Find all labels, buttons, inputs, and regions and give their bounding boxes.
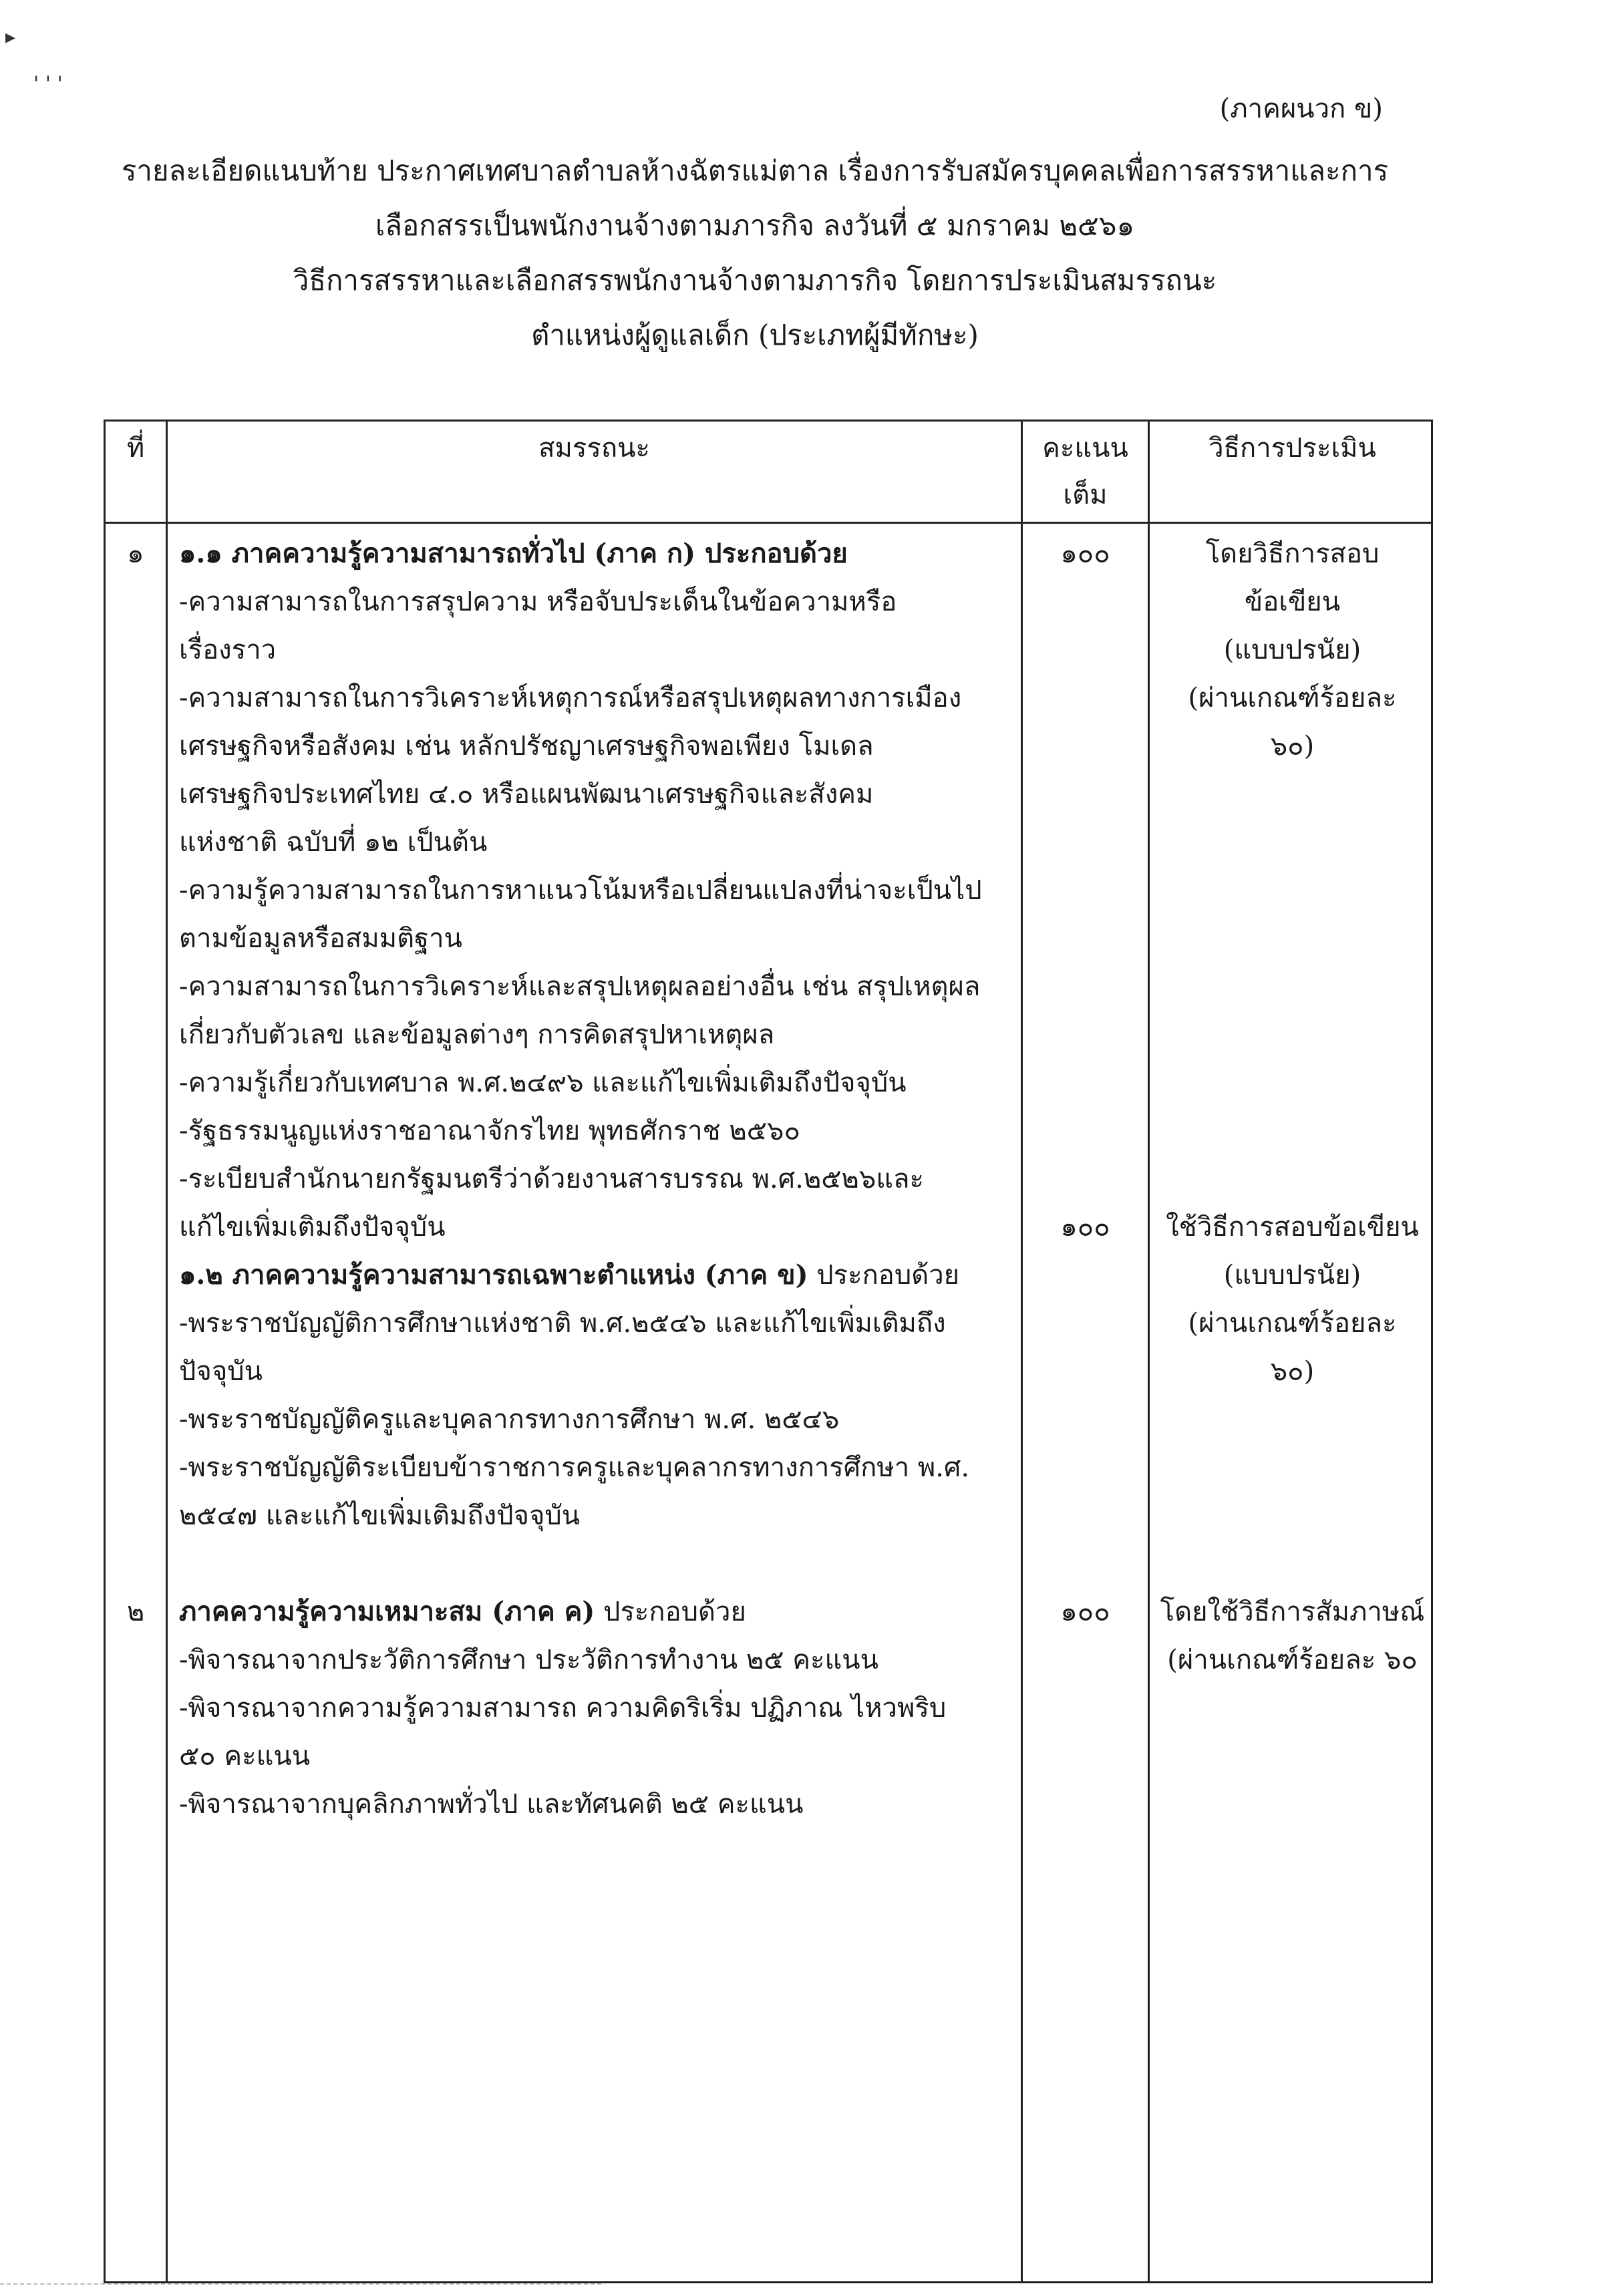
- column-header-competency: สมรรถนะ: [538, 433, 650, 464]
- row-2-competency: [179, 1588, 946, 1828]
- column-divider: [1021, 422, 1023, 2281]
- section-1-1-line: -ระเบียบสำนักนายกรัฐมนตรีว่าด้วยงานสารบรรณ พ.ศ.๒๕๒๖และ: [179, 1164, 925, 1194]
- column-header-score-line1: คะแนน: [1042, 433, 1128, 464]
- method-line: (ผ่านเกณฑ์ร้อยละ: [1188, 1308, 1397, 1339]
- section-1-1-line: ตามข้อมูลหรือสมมติฐาน: [179, 923, 462, 954]
- method-line: ๖๐): [1270, 731, 1315, 762]
- section-1-2-title-rest: ประกอบด้วย: [808, 1260, 960, 1291]
- row-2-method: [1150, 1588, 1435, 1684]
- scan-mark: ▸: [5, 25, 16, 49]
- section-1-2-line: ๒๕๔๗ และแก้ไขเพิ่มเติมถึงปัจจุบัน: [179, 1500, 581, 1531]
- row-1-competency: [179, 530, 982, 1540]
- section-1-2-method: [1150, 1203, 1435, 1396]
- section-1-2-score: ๑๐๐: [1060, 1212, 1110, 1243]
- scan-mark: ' ' ': [33, 72, 63, 96]
- row-2-title-bold: ภาคความรู้ความเหมาะสม (ภาค ค): [179, 1596, 595, 1627]
- section-1-1-line: เศรษฐกิจประเทศไทย ๔.๐ หรือแผนพัฒนาเศรษฐกิจและสังคม: [179, 779, 874, 810]
- section-1-1-line: -รัฐธรรมนูญแห่งราชอาณาจักรไทย พุทธศักราช ๒๕๖๐: [179, 1116, 800, 1146]
- section-1-1-score: ๑๐๐: [1060, 538, 1110, 569]
- header-line-1: รายละเอียดแนบท้าย ประกาศเทศบาลตำบลห้างฉัตรแม่ตาล เรื่องการรับสมัครบุคคลเพื่อการสรรหาและการ: [121, 154, 1389, 187]
- scan-edge-line: [0, 2283, 601, 2285]
- section-1-1-line: -ความสามารถในการวิเคราะห์และสรุปเหตุผลอย่างอื่น เช่น สรุปเหตุผล: [179, 971, 981, 1002]
- section-1-1-line: -ความรู้ความสามารถในการหาแนวโน้มหรือเปลี่ยนแปลงที่น่าจะเป็นไป: [179, 875, 982, 906]
- row-2-line: -พิจารณาจากประวัติการศึกษา ประวัติการทำงาน ๒๕ คะแนน: [179, 1645, 878, 1675]
- row-2-title-rest: ประกอบด้วย: [595, 1597, 746, 1627]
- section-1-2-line: ปัจจุบัน: [179, 1356, 263, 1387]
- row-2-score: ๑๐๐: [1060, 1597, 1110, 1627]
- row-2-line: ๕๐ คะแนน: [179, 1741, 311, 1772]
- method-line: ๖๐): [1270, 1356, 1315, 1387]
- document-header: [120, 144, 1390, 363]
- competency-table: [104, 420, 1433, 2283]
- row-2-number: ๒: [126, 1597, 145, 1627]
- section-1-2-line: -พระราชบัญญัติการศึกษาแห่งชาติ พ.ศ.๒๕๔๖ และแก้ไขเพิ่มเติมถึง: [179, 1308, 946, 1339]
- section-1-1-line: แก้ไขเพิ่มเติมถึงปัจจุบัน: [179, 1212, 446, 1243]
- row-2-line: -พิจารณาจากบุคลิกภาพทั่วไป และทัศนคติ ๒๕ คะแนน: [179, 1789, 804, 1820]
- annex-label: (ภาคผนวก ข): [1219, 94, 1383, 124]
- header-line-3: วิธีการสรรหาและเลือกสรรพนักงานจ้างตามภารกิจ โดยการประเมินสมรรถนะ: [293, 264, 1217, 297]
- section-1-2-title: [179, 1251, 982, 1299]
- column-header-method: วิธีการประเมิน: [1209, 433, 1376, 464]
- header-line-2: เลือกสรรเป็นพนักงานจ้างตามภารกิจ ลงวันที่ ๕ มกราคม ๒๕๖๑: [375, 209, 1135, 242]
- method-line: โดยวิธีการสอบ: [1205, 538, 1380, 569]
- column-divider: [166, 422, 168, 2281]
- section-1-2-line: -พระราชบัญญัติครูและบุคลากรทางการศึกษา พ.ศ. ๒๕๔๖: [179, 1404, 840, 1435]
- section-1-1-method: [1150, 530, 1435, 770]
- method-line: (ผ่านเกณฑ์ร้อยละ: [1188, 683, 1397, 713]
- section-1-1-line: -ความสามารถในการวิเคราะห์เหตุการณ์หรือสรุปเหตุผลทางการเมือง: [179, 683, 962, 713]
- column-header-score-line2: เต็ม: [1063, 480, 1108, 510]
- section-1-1-line: เกี่ยวกับตัวเลข และข้อมูลต่างๆ การคิดสรุปหาเหตุผล: [179, 1019, 775, 1050]
- row-1-number: ๑: [127, 538, 144, 569]
- method-line: ข้อเขียน: [1244, 587, 1341, 617]
- column-header-score: [1023, 425, 1148, 525]
- section-1-1-title: ๑.๑ ภาคความรู้ความสามารถทั่วไป (ภาค ก) ประกอบด้วย: [179, 538, 848, 569]
- section-1-1-line: -ความสามารถในการสรุปความ หรือจับประเด็นในข้อความหรือ: [179, 587, 897, 617]
- row-2-title: [179, 1588, 946, 1636]
- method-line: โดยใช้วิธีการสัมภาษณ์: [1160, 1597, 1425, 1627]
- method-line: (แบบปรนัย): [1223, 1260, 1361, 1291]
- section-1-1-line: -ความรู้เกี่ยวกับเทศบาล พ.ศ.๒๔๙๖ และแก้ไขเพิ่มเติมถึงปัจจุบัน: [179, 1068, 907, 1098]
- method-line: ใช้วิธีการสอบข้อเขียน: [1166, 1212, 1419, 1243]
- section-1-2-title-bold: ๑.๒ ภาคความรู้ความสามารถเฉพาะตำแหน่ง (ภาค ข): [179, 1259, 808, 1291]
- header-line-4: ตำแหน่งผู้ดูแลเด็ก (ประเภทผู้มีทักษะ): [531, 319, 979, 351]
- section-1-1-line: แห่งชาติ ฉบับที่ ๑๒ เป็นต้น: [179, 827, 488, 858]
- method-line: (แบบปรนัย): [1223, 635, 1361, 665]
- section-1-2-line: -พระราชบัญญัติระเบียบข้าราชการครูและบุคลากรทางการศึกษา พ.ศ.: [179, 1452, 970, 1483]
- section-1-1-line: เศรษฐกิจหรือสังคม เช่น หลักปรัชญาเศรษฐกิจพอเพียง โมเดล: [179, 731, 874, 762]
- column-header-no: ที่: [126, 433, 145, 464]
- section-1-1-line: เรื่องราว: [179, 635, 277, 665]
- row-2-line: -พิจารณาจากความรู้ความสามารถ ความคิดริเริ่ม ปฏิภาณ ไหวพริบ: [179, 1693, 947, 1724]
- method-line: (ผ่านเกณฑ์ร้อยละ ๖๐: [1167, 1645, 1418, 1675]
